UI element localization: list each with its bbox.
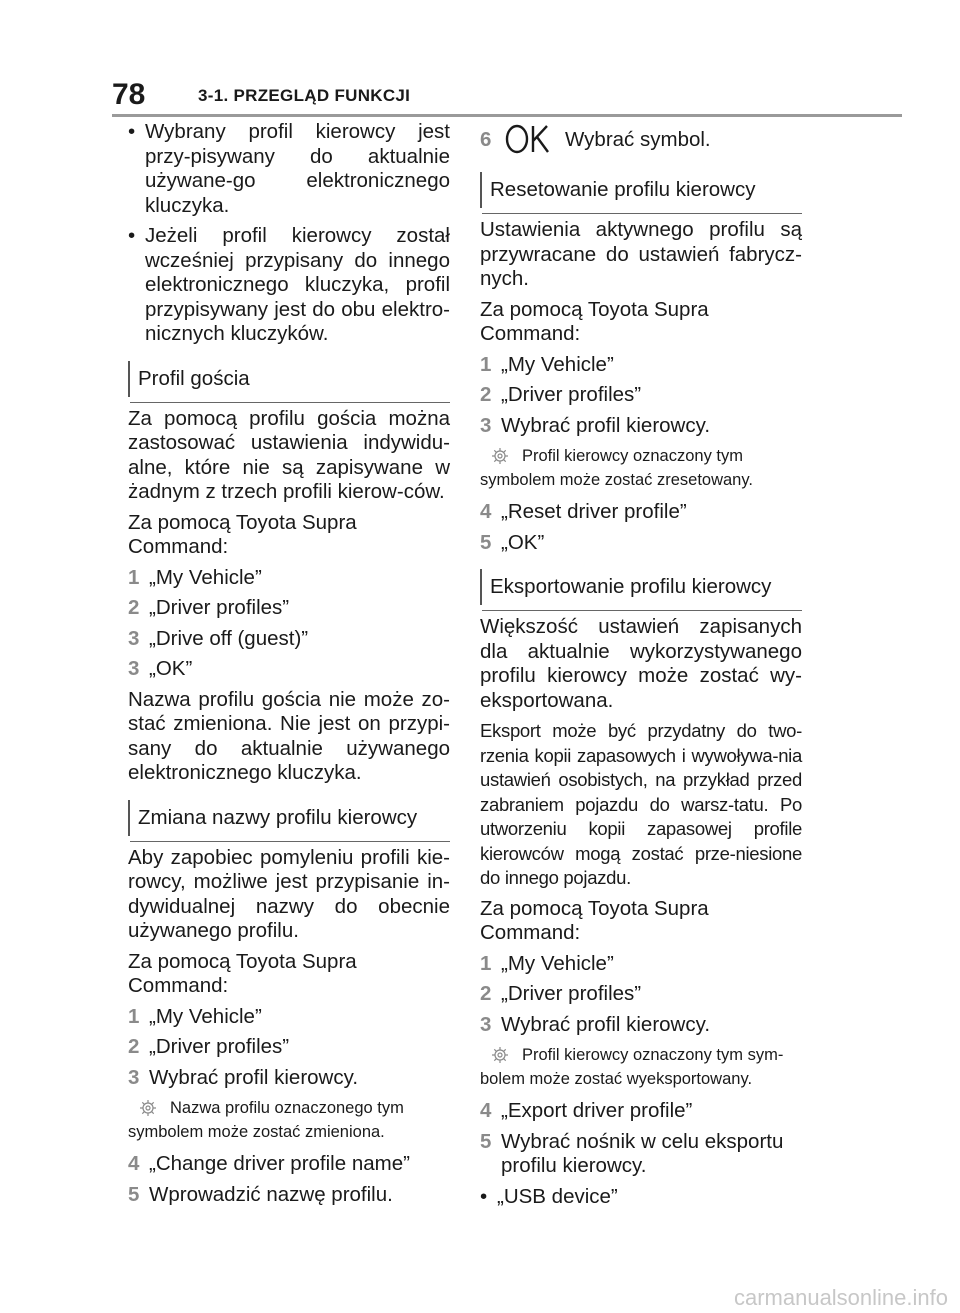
step-list [480, 952, 802, 1038]
step-text: Wprowadzić nazwę profilu. [149, 1182, 393, 1206]
step-number: 4 [480, 500, 492, 523]
step-number: 4 [480, 1099, 492, 1122]
step-text: „Driver profiles” [501, 982, 642, 1005]
note-text: Nazwa profilu oznaczonego tym symbolem może zostać zmieniona. [128, 1099, 404, 1141]
step-item [480, 383, 802, 408]
watermark: carmanualsonline.info [733, 1285, 948, 1310]
step-text: „My Vehicle” [501, 352, 614, 376]
paragraph: Nazwa profilu gościa nie może zo-stać zmieniona. Nie jest on przypi-sany do aktualnie używanego elektronicznego kluczyka. [128, 687, 450, 784]
step-text: Wybrać profil kierowcy. [501, 1012, 711, 1036]
step-number: 3 [128, 626, 140, 650]
paragraph: Za pomocą Toyota Supra Command: [128, 949, 357, 997]
paragraph: Za pomocą Toyota Supra Command: [480, 896, 709, 944]
subheading-guest-profile: Profil gościa [128, 361, 450, 397]
step-text: „My Vehicle” [149, 565, 262, 589]
page-number: 78 [112, 78, 146, 111]
bullet-item: • „USB device” [480, 1185, 802, 1210]
step-number: 1 [128, 565, 140, 589]
step-number: 3 [128, 1065, 140, 1089]
step-list [128, 1152, 450, 1207]
step-list [128, 566, 450, 682]
section-title: 3-1. PRZEGLĄD FUNKCJI [198, 86, 411, 105]
paragraph: Za pomocą profilu gościa można zastosować ustawienia indywidu-alne, które nie są zapisywane w żadnym z trzech profili kierow-ców. [128, 406, 450, 503]
step-text: Wybrać profil kierowcy. [501, 413, 711, 437]
paragraph: Aby zapobiec pomyleniu profili kie-rowcy, możliwe jest przypisanie in-dywidualnej nazwy do obecnie używanego profilu. [128, 845, 450, 942]
step-item [480, 531, 802, 556]
step-number: 5 [128, 1182, 140, 1206]
step-text: „Drive off (guest)” [149, 626, 309, 650]
step-text: „OK” [501, 530, 545, 554]
note [480, 1043, 802, 1091]
step-number: 5 [480, 530, 492, 554]
step-text: „Export driver profile” [501, 1099, 693, 1122]
paragraph: Za pomocą Toyota Supra Command: [480, 297, 709, 345]
step-item [128, 1005, 450, 1030]
note [480, 444, 802, 492]
note-text: Profil kierowcy oznaczony tym symbolem może zostać zresetowany. [480, 447, 753, 489]
step-text: „My Vehicle” [501, 951, 614, 975]
right-column [480, 120, 802, 1215]
step-number: 1 [480, 352, 492, 376]
page-header [112, 78, 902, 116]
step-number: 2 [480, 383, 492, 406]
step-number: 2 [128, 1035, 140, 1058]
step-list [480, 500, 802, 555]
step-text: „Driver profiles” [149, 1035, 290, 1058]
paragraph: Za pomocą Toyota Supra Command: [128, 510, 357, 558]
step-item [480, 952, 802, 977]
step-item [128, 627, 450, 652]
step-list [128, 1005, 450, 1091]
step-item [128, 566, 450, 591]
header-divider [112, 114, 902, 117]
step-item [480, 414, 802, 439]
step-item [480, 353, 802, 378]
step-number: 6 [480, 128, 492, 151]
step-item [480, 1099, 802, 1124]
bullet-item: • Jeżeli profil kierowcy został wcześniej przypisany do innego elektronicznego kluczyka, profil przypisywany jest do obu elektro-nicznych kluczyków. [128, 224, 450, 347]
step-list [480, 353, 802, 439]
step-text: „Change driver profile name” [149, 1152, 410, 1175]
step-number: 1 [480, 951, 492, 975]
paragraph: Eksport może być przydatny do two-rzenia kopii zapasowych i wywoływa-nia ustawień osobistych, na przykład przed zabraniem pojazdu do warsz-tatu. Po utworzeniu kopii zapasowej profile kierowców mogą zostać prze-niesione do innego pojazdu. [480, 720, 802, 888]
step-number: 5 [480, 1129, 492, 1153]
step-number: 3 [480, 1012, 492, 1036]
step-text: „Driver profiles” [149, 596, 290, 619]
ok-icon [504, 122, 552, 156]
step-item [480, 500, 802, 525]
step-number: 1 [128, 1004, 140, 1028]
step-number: 2 [128, 596, 140, 619]
bullet-list [480, 1185, 802, 1210]
step-number: 4 [128, 1152, 140, 1175]
step-text: Wybrać profil kierowcy. [149, 1065, 359, 1089]
left-column [128, 120, 450, 1213]
step-number: 3 [480, 413, 492, 437]
subheading-export-profile: Eksportowanie profilu kierowcy [480, 569, 802, 605]
bullet-list [128, 120, 450, 347]
note-text: Profil kierowcy oznaczony tym sym-bolem może zostać wyeksportowany. [480, 1046, 784, 1088]
gear-icon [488, 1045, 512, 1065]
step-text: „OK” [149, 657, 193, 680]
step-item [128, 1066, 450, 1091]
step-item [128, 1183, 450, 1208]
paragraph: Ustawienia aktywnego profilu są przywracane do ustawień fabrycz-nych. [480, 218, 802, 290]
paragraph: Większość ustawień zapisanych dla aktualnie wykorzystywanego profilu kierowcy może zostać wy-eksportowana. [480, 615, 802, 712]
note [128, 1096, 450, 1144]
step-number: 3 [128, 657, 140, 680]
step-item [128, 596, 450, 621]
bullet-item: • Wybrany profil kierowcy jest przy-pisywany do aktualnie używane-go elektronicznego kluczyka. [128, 120, 450, 218]
step-item [128, 657, 450, 682]
step-item [128, 1152, 450, 1177]
step-item [480, 1130, 802, 1179]
step-item [128, 1035, 450, 1060]
subheading-reset-profile: Resetowanie profilu kierowcy [480, 172, 802, 208]
subheading-rename-profile: Zmiana nazwy profilu kierowcy [128, 800, 450, 836]
gear-icon [488, 446, 512, 466]
step-number: 2 [480, 982, 492, 1005]
step-text: Wybrać nośnik w celu eksportu profilu kierowcy. [501, 1129, 784, 1177]
step-item [480, 982, 802, 1007]
step-text: „My Vehicle” [149, 1004, 262, 1028]
step-text: Wybrać symbol. [565, 128, 711, 151]
gear-icon [136, 1098, 160, 1118]
step-item-ok [480, 120, 802, 158]
step-text: „Driver profiles” [501, 383, 642, 406]
step-list [480, 1099, 802, 1179]
step-text: „Reset driver profile” [501, 500, 687, 523]
step-item [480, 1013, 802, 1038]
